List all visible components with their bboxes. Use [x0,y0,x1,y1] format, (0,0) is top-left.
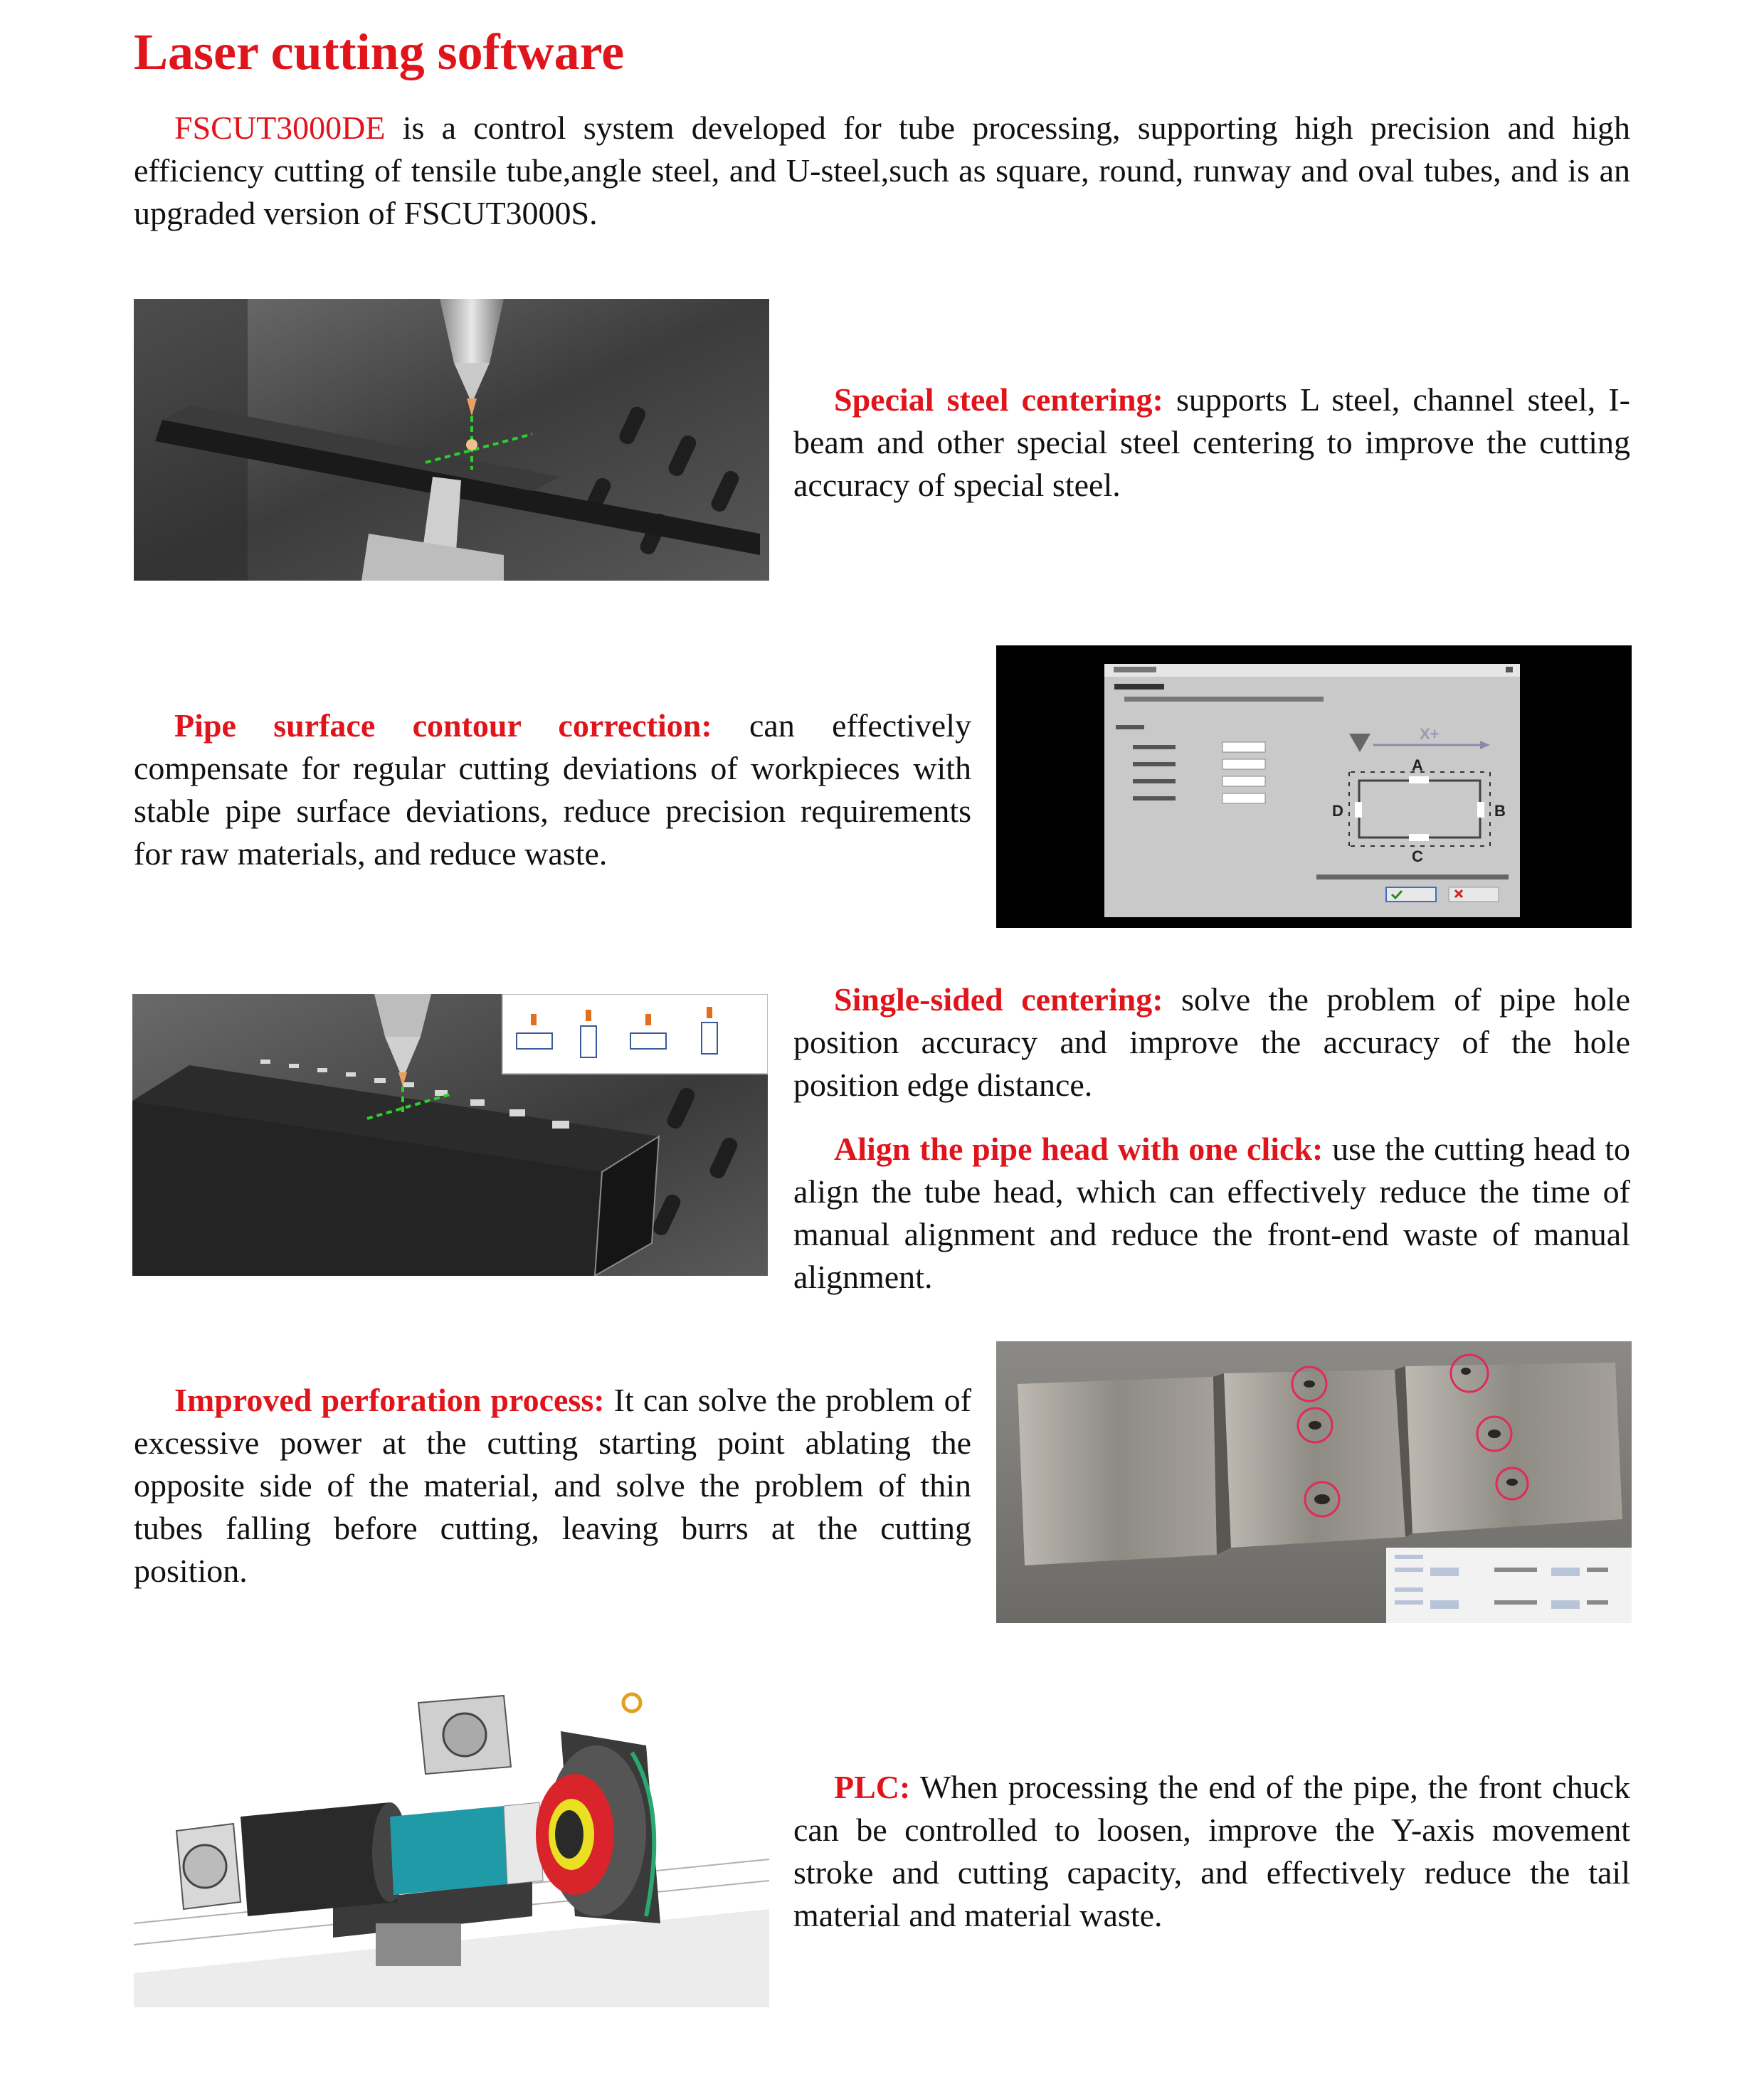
dialog-axis-label: X+ [1420,725,1440,743]
feature-heading: PLC: [834,1769,911,1805]
product-name: FSCUT3000DE [174,110,386,146]
feature-heading: Align the pipe head with one click: [834,1131,1324,1167]
feature-special-steel-centering [793,379,1630,507]
feature-single-sided-centering [793,978,1630,1106]
feature-text: can effectively compensate for regular cutting deviations of workpieces with stable pipe surface deviations, reduce precision requirements for raw materials, and reduce waste. [134,707,971,872]
feature-text: When processing the end of the pipe, the front chuck can be controlled to loosen, improve the Y-axis movement stroke and cutting capacity, and effectively reduce the tail material and material waste. [793,1769,1630,1933]
dialog-label-c: C [1412,847,1423,865]
feature-heading: Special steel centering: [834,381,1163,418]
perforated-tubes-photo [996,1341,1632,1623]
square-tube-centering-photo [132,994,768,1276]
feature-text: It can solve the problem of excessive power at the cutting starting point ablating the opposite side of the material, and solve the problem of thin tubes falling before cutting, leaving burrs at the cutting position. [134,1382,971,1589]
dialog-label-a: A [1412,756,1423,774]
dialog-cancel-button [1449,887,1499,902]
feature-heading: Pipe surface contour correction: [174,707,712,744]
feature-plc [793,1766,1630,1937]
feature-text: solve the problem of pipe hole position accuracy and improve the accuracy of the hole position edge distance. [793,981,1630,1103]
feature-text: supports L steel, channel steel, I-beam and other special steel centering to improve the cutting accuracy of special steel. [793,381,1630,503]
dialog-save-button [1386,887,1436,902]
feature-heading: Improved perforation process: [174,1382,605,1418]
intro-paragraph [134,107,1630,235]
feature-pipe-surface-contour-correction [134,704,971,875]
chuck-assembly-rendering [134,1689,769,2007]
contour-correction-dialog-screenshot [996,645,1632,928]
dialog-label-b: B [1494,802,1506,820]
i-beam-laser-photo [134,299,769,581]
page-title: Laser cutting software [134,23,625,80]
feature-improved-perforation-process [134,1379,971,1592]
feature-heading: Single-sided centering: [834,981,1163,1018]
feature-align-pipe-head [793,1128,1630,1299]
dialog-label-d: D [1332,802,1343,820]
intro-text: is a control system developed for tube processing, supporting high precision and high efficiency cutting of tensile tube,angle steel, and U-steel,such as square, round, runway and oval tubes, and is an upgraded version of FSCUT3000S. [134,110,1630,231]
feature-text: use the cutting head to align the tube head, which can effectively reduce the time of manual alignment and reduce the front-end waste of manual alignment. [793,1131,1630,1295]
